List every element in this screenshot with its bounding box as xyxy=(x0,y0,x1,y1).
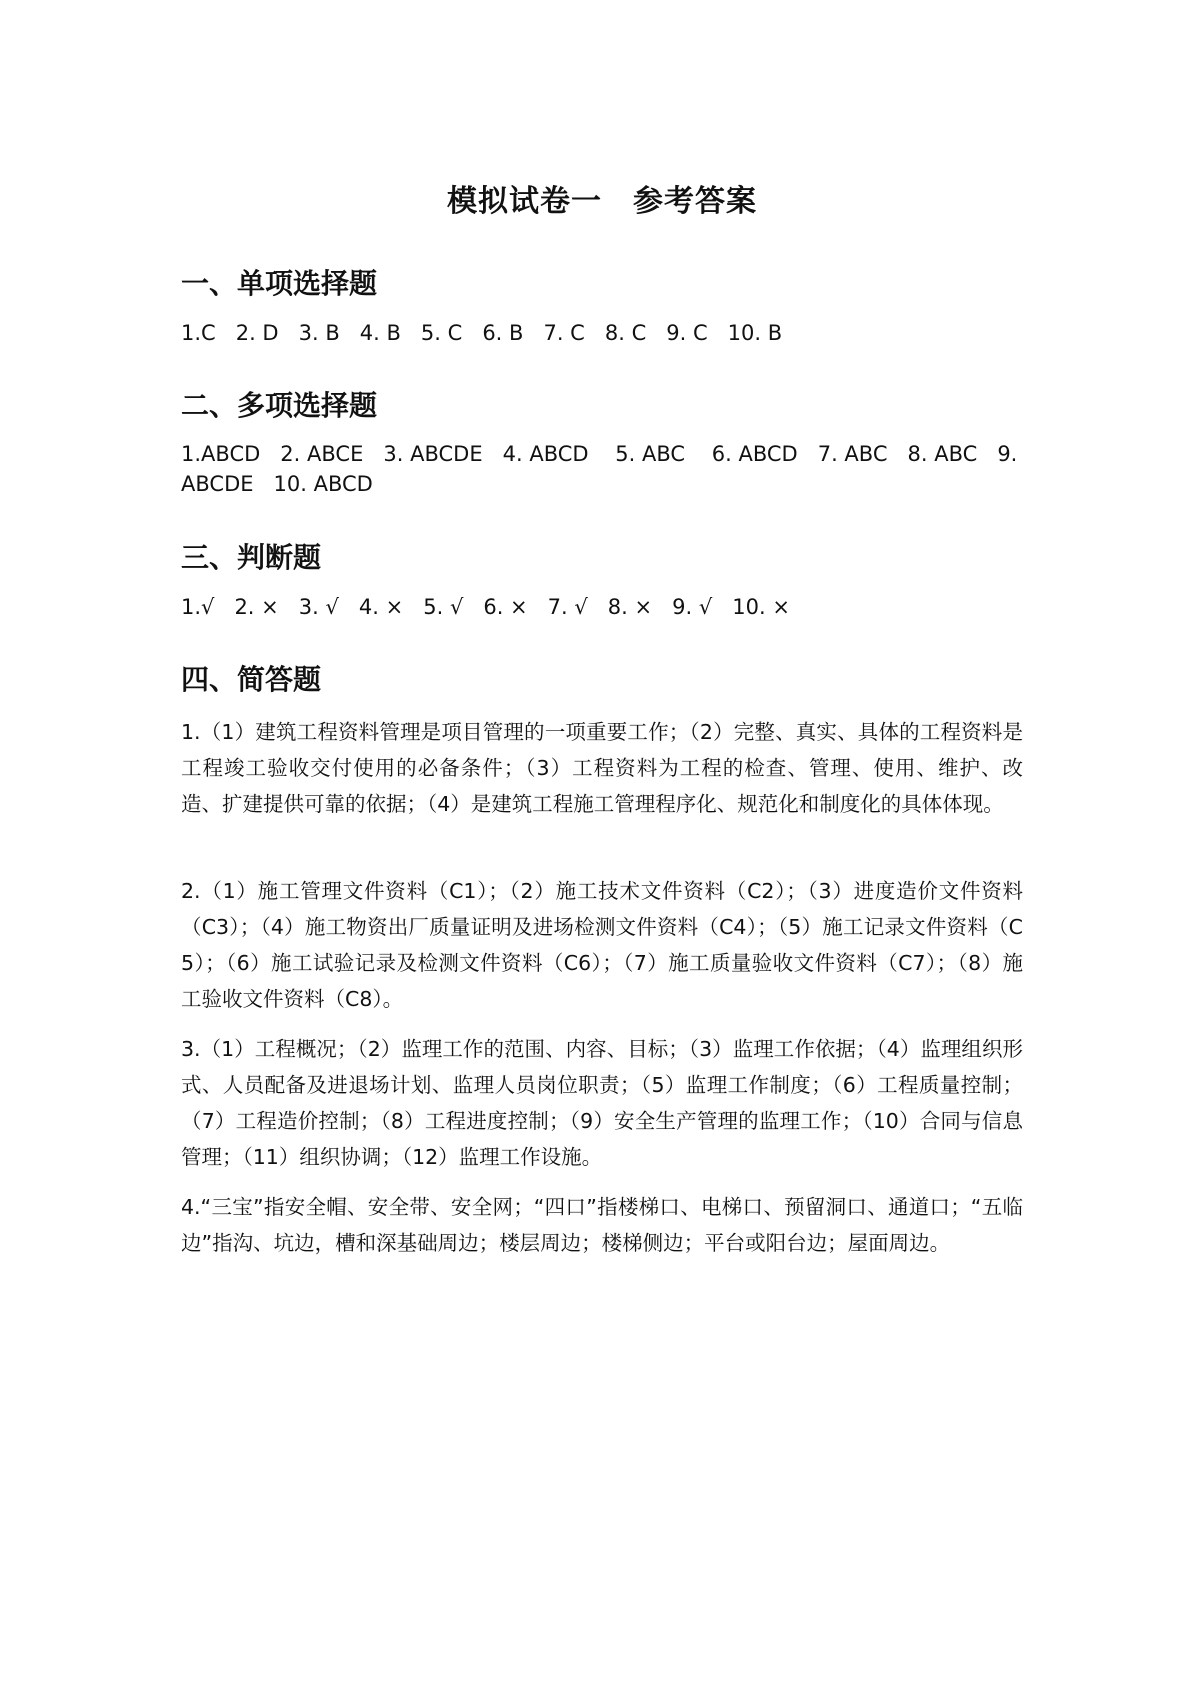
section-heading-true-false: 三、判断题 xyxy=(181,541,322,574)
short-answer-4: 4.“三宝”指安全帽、安全带、安全网；“四口”指楼梯口、电梯口、预留洞口、通道口；“五临边”指沟、坑边，槽和深基础周边；楼层周边；楼梯侧边；平台或阳台边；屋面周边。 xyxy=(181,1195,1023,1255)
section-heading-short-answer: 四、简答题 xyxy=(181,663,322,696)
short-answer-3: 3.（1）工程概况；（2）监理工作的范围、内容、目标；（3）监理工作依据；（4）监理组织形式、人员配备及进退场计划、监理人员岗位职责；（5）监理工作制度；（6）工程质量控制；（7）工程造价控制；（8）工程进度控制；（9）安全生产管理的监理工作；（10）合同与信息管理；（11）组织协调；（12）监理工作设施。 xyxy=(181,1037,1023,1169)
short-answer-1: 1.（1）建筑工程资料管理是项目管理的一项重要工作；（2）完整、真实、具体的工程资料是工程竣工验收交付使用的必备条件；（3）工程资料为工程的检查、管理、使用、维护、改造、扩建提供可靠的依据；（4）是建筑工程施工管理程序化、规范化和制度化的具体体现。 xyxy=(181,720,1023,816)
section-heading-multi-choice: 二、多项选择题 xyxy=(181,389,378,422)
document-title: 模拟试卷一 参考答案 xyxy=(447,184,757,219)
true-false-answers: 1.√ 2. × 3. √ 4. × 5. √ 6. × 7. √ 8. × 9. √ 10. × xyxy=(181,595,790,619)
single-choice-answers: 1.C 2. D 3. B 4. B 5. C 6. B 7. C 8. C 9. C 10. B xyxy=(181,321,783,345)
multi-choice-answers-line-2: ABCDE 10. ABCD xyxy=(181,472,373,496)
short-answer-2: 2.（1）施工管理文件资料（C1）；（2）施工技术文件资料（C2）；（3）进度造价文件资料（C3）；（4）施工物资出厂质量证明及进场检测文件资料（C4）；（5）施工记录文件资料（C5）；（6）施工试验记录及检测文件资料（C6）；（7）施工质量验收文件资料（C7）；（8）施工验收文件资料（C8）。 xyxy=(181,879,1023,1011)
section-heading-single-choice: 一、单项选择题 xyxy=(181,267,378,300)
multi-choice-answers-line-1: 1.ABCD 2. ABCE 3. ABCDE 4. ABCD 5. ABC 6. ABCD 7. ABC 8. ABC 9. xyxy=(181,442,1018,466)
